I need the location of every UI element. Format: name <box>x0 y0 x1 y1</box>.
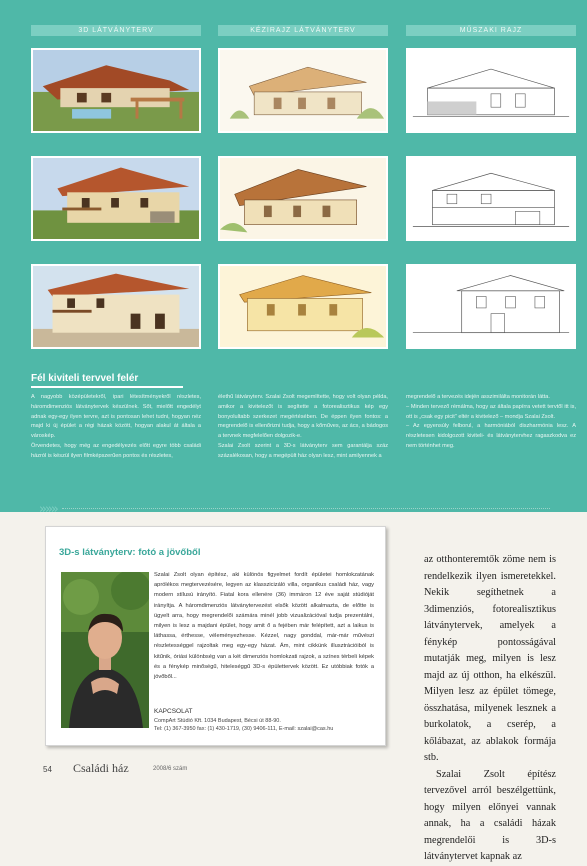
render-2 <box>31 156 201 241</box>
headline-underline <box>31 386 183 388</box>
chevrons-icon: »»» <box>39 502 57 517</box>
intro-column-2 <box>218 393 388 462</box>
contact-phone-email: Tel: (1) 367-3950 fax: (1) 430-1719, (30) 9406-111, E-mail: szalai@cas.hu <box>154 726 334 732</box>
intro-column-3 <box>406 393 576 452</box>
header-3d: 3D LÁTVÁNYTERV <box>31 25 201 36</box>
drawing-2 <box>406 156 576 241</box>
issue-label: 2008/6 szám <box>153 766 188 772</box>
render-3 <box>31 264 201 349</box>
intro-column-1 <box>31 393 201 462</box>
sketch-1 <box>218 48 388 133</box>
sketch-3 <box>218 264 388 349</box>
intro-paragraph: A nagyobb középületekről, ipari létesítményekről részletes, háromdimenziós látványtervek készülnek. Sőt, mielőtt engedélyt adnak egy-egy ilyen tervre, azt is pontosan lehet tudni, hogyan néz majd ki új épület a régi házak között, hogyan alakul át általa a városkép. <box>31 394 201 440</box>
architect-photo <box>61 572 149 728</box>
body-paragraph: Szalai Zsolt építész tervezővel arról beszélgettünk, hogy milyen előnyei vannak annak, ha a családi házak megrendelői is 3D-s látványtervet kapnak az <box>424 768 556 862</box>
sidebar-box <box>45 526 386 746</box>
render-1 <box>31 48 201 133</box>
contact-address: CompArt Stúdió Kft. 1034 Budapest, Bécsi út 88-90. <box>154 718 281 724</box>
intro-paragraph: Szalai Zsolt szerint a 3D-s látványterv sem garantálja száz százalékosan, hogy a megépült ház olyan lesz, mint amilyennek a <box>218 442 388 459</box>
sketch-2 <box>218 156 388 241</box>
intro-paragraph: Örvendetes, hogy még az engedélyezés előtt egyre több családi házról is készül ilyen filmképszerűen pontos és részletes, <box>31 442 201 459</box>
section-divider <box>62 508 550 509</box>
box-title: 3D-s látványterv: fotó a jövőből <box>59 547 201 558</box>
intro-paragraph: élethű látványterv. Szalai Zsolt megemlítette, hogy volt olyan példa, amikor a kivitelezőt is segítette a fotorealisztikus kép egy bonyolultabb szerkezet megértésében. De éppen ilyen fontos: a megrendelő is ellenőrizni tudja, hogy a kőműves, az ács, a bádogos a tervnek megfelelően dolgozik-e. <box>218 394 388 440</box>
drawing-1 <box>406 48 576 133</box>
body-paragraph: az otthonteremtők zöme nem is rendelkezik ilyen ismeretekkel. Nekik segíthetnek a 3dimenziós, fotorealisztikus látványtervek, amelyek a fénykép pontosságával mutatják meg, milyen is lesz majd az új otthon, ha elkészül. Milyen lesz az épület tömege, összhatása, milyenek lesznek a burkolatok, a cserép, a kőlábazat, az ablakok formája stb. <box>424 554 556 763</box>
intro-paragraph: megrendelő a tervezés idején asszimilálta monitorán látta. <box>406 394 550 400</box>
contact-label: KAPCSOLAT <box>154 708 193 715</box>
article-headline: Fél kiviteli tervvel felér <box>31 373 139 384</box>
box-body-text: Szalai Zsolt olyan építész, aki különös figyelmet fordít épületei homlokzatának aprólékos megtervezésére, legyen az klasszicizáló villa, organikus családi ház, vagy modern stílusú irányító. Fiatal kora ellenére (36) immáron 12 éve saját stúdióját irányítja. A háromdimenziós látványtervezést elsők között alkalmazta, de előtte is ügyelt arra, hogy megrendelői számára minél jobb vizualizációval tudja prezentálni, milyen is lesz a majdani épület, hogy amit ő a fejében már felépített, azt a laikus is láthassa, érthesse, véleményezhesse. Kézzel, nagy gonddal, már-már művészi részletességgel rajzoltak meg egy-egy házat. Ám, mint cikkünk illusztrációiból is kitűnik, óriási különbség van a két dimenziós homlokzati rajzok, a színes térbeli képek és a fénykép minőségű, hiteleséggű 3D-s épülettervek között. Ez utóbbiak fotók a jövőből... <box>154 572 374 681</box>
header-technical: MŰSZAKI RAJZ <box>406 25 576 36</box>
page-number: 54 <box>43 765 52 774</box>
header-hand-drawn: KÉZIRAJZ LÁTVÁNYTERV <box>218 25 388 36</box>
drawing-3 <box>406 264 576 349</box>
intro-paragraph: – Minden tervező rémálma, hogy az általa papírra vetett tervtől itt is, ott is „csak egy picit" eltér a kivitelező – mondja Szalai Zsolt. <box>406 403 576 420</box>
intro-paragraph: – Az egyensúly felborul, a harmóniából diszharmónia lesz. A részletesen kidolgozott kiviteli- és látványtervhez ragaszkodva ez nem történhet meg. <box>406 423 576 449</box>
magazine-name: Családi ház <box>73 761 129 775</box>
article-right-column <box>424 552 556 866</box>
